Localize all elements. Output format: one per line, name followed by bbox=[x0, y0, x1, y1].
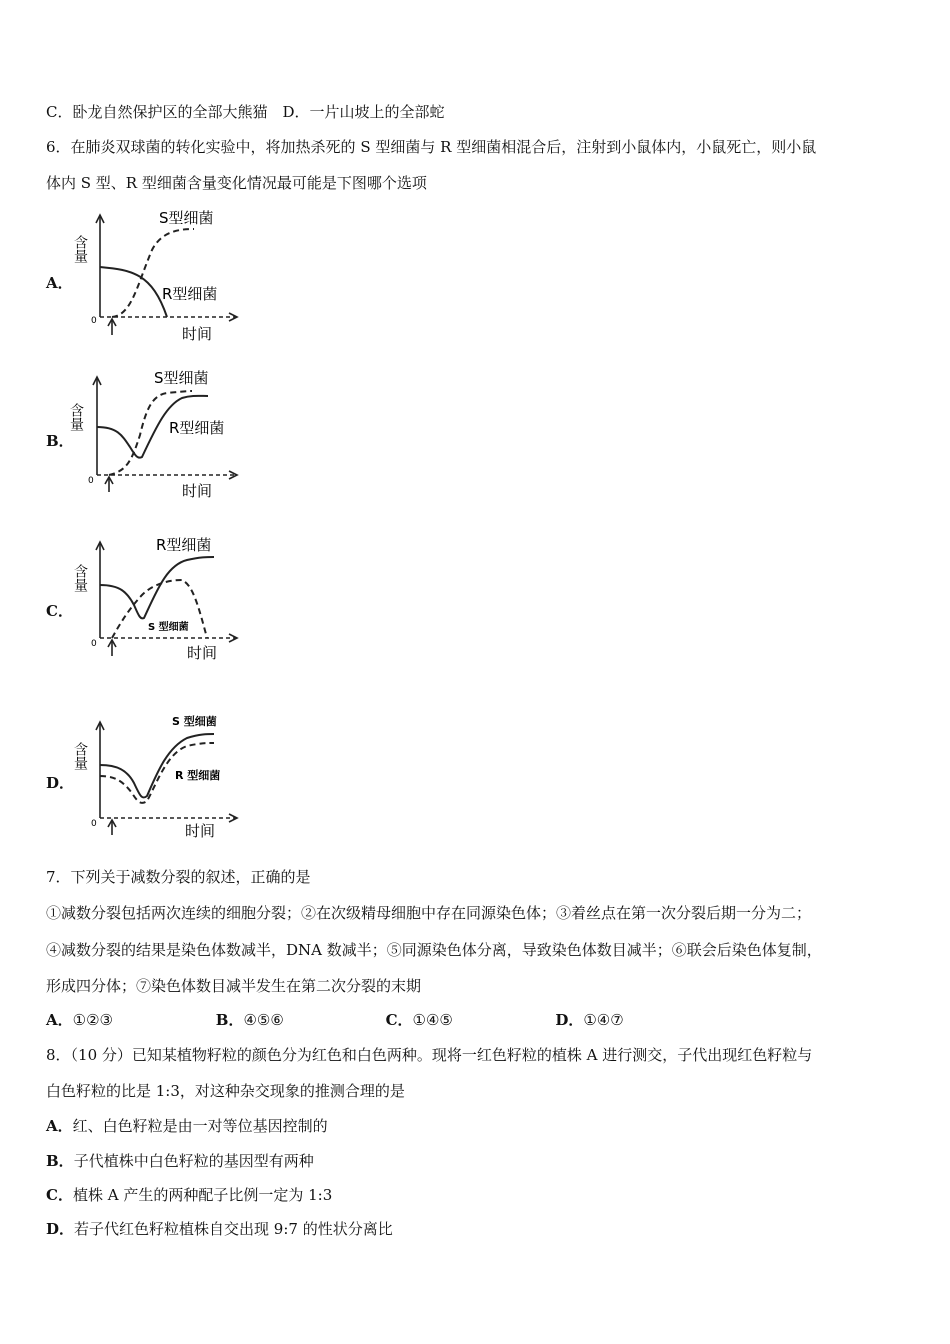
svg-text:R 型细菌: R 型细菌 bbox=[175, 769, 221, 782]
q6-option-b-label[interactable]: B． bbox=[46, 432, 74, 450]
q6-option-d-graph bbox=[72, 708, 262, 852]
q6-option-b-graph bbox=[68, 365, 262, 509]
y-axis bbox=[96, 215, 104, 317]
q8-stem-line1: 8．（10 分）已知某植物籽粒的颜色分为红色和白色两种。现将一红色籽粒的植株 A 进行测交，子代出现红色籽粒与 bbox=[46, 1046, 813, 1064]
svg-text:S 型细菌: S 型细菌 bbox=[148, 622, 189, 633]
svg-text:R型细菌: R型细菌 bbox=[156, 536, 212, 554]
q8-stem-line2: 白色籽粒的比是 1:3，对这种杂交现象的推测合理的是 bbox=[46, 1082, 405, 1100]
dashed-label: S型细菌 bbox=[159, 209, 214, 227]
svg-text:0: 0 bbox=[88, 476, 94, 486]
q6-stem-line2: 体内 S 型、R 型细菌含量变化情况最可能是下图哪个选项 bbox=[46, 174, 427, 192]
r-curve bbox=[100, 267, 167, 317]
q8-option-a[interactable]: A．红、白色籽粒是由一对等位基因控制的 bbox=[46, 1117, 328, 1135]
x-axis bbox=[100, 313, 237, 321]
q7-option-b[interactable]: B．④⑤⑥ bbox=[215, 1011, 284, 1029]
svg-text:0: 0 bbox=[91, 819, 97, 829]
q7-body-line2: ④减数分裂的结果是染色体数减半，DNA 数减半；⑤同源染色体分离，导致染色体数目减半；⑥联会后染色体复制， bbox=[46, 941, 822, 959]
svg-text:S型细菌: S型细菌 bbox=[154, 369, 209, 387]
q6-option-a-label[interactable]: A． bbox=[46, 274, 73, 292]
x-label: 时间 bbox=[182, 325, 213, 343]
q7-option-d[interactable]: D．①④⑦ bbox=[555, 1011, 624, 1029]
q7-option-c[interactable]: C．①④⑤ bbox=[385, 1011, 453, 1029]
svg-text:时间: 时间 bbox=[185, 822, 216, 840]
q6-option-c-label[interactable]: C． bbox=[46, 602, 73, 620]
q7-stem: 7．下列关于减数分裂的叙述，正确的是 bbox=[46, 868, 311, 886]
svg-text:S 型细菌: S 型细菌 bbox=[172, 715, 217, 728]
svg-text:含量: 含量 bbox=[68, 403, 84, 431]
svg-text:R型细菌: R型细菌 bbox=[169, 419, 225, 437]
q6-option-a-graph bbox=[72, 205, 262, 349]
origin-label: 0 bbox=[91, 316, 97, 326]
svg-text:含量: 含量 bbox=[72, 564, 88, 592]
q7-options-row bbox=[46, 1010, 624, 1030]
q7-body-line1: ①减数分裂包括两次连续的细胞分裂；②在次级精母细胞中存在同源染色体；③着丝点在第一次分裂后期一分为二； bbox=[46, 904, 812, 922]
svg-text:时间: 时间 bbox=[182, 482, 213, 500]
q7-option-a[interactable]: A．①②③ bbox=[46, 1011, 113, 1029]
svg-text:时间: 时间 bbox=[187, 644, 218, 662]
q8-option-c[interactable]: C．植株 A 产生的两种配子比例一定为 1:3 bbox=[46, 1186, 333, 1204]
injection-arrow bbox=[108, 319, 116, 335]
solid-label: R型细菌 bbox=[162, 285, 218, 303]
q6-stem-line1: 6．在肺炎双球菌的转化实验中，将加热杀死的 S 型细菌与 R 型细菌相混合后，注射到小鼠体内，小鼠死亡，则小鼠 bbox=[46, 138, 817, 156]
previous-question-options: C．卧龙自然保护区的全部大熊猫 D．一片山坡上的全部蛇 bbox=[46, 103, 445, 121]
q8-option-b[interactable]: B．子代植株中白色籽粒的基因型有两种 bbox=[46, 1152, 314, 1170]
svg-text:0: 0 bbox=[91, 639, 97, 649]
q6-option-c-graph bbox=[72, 530, 262, 674]
q7-body-line3: 形成四分体；⑦染色体数目减半发生在第二次分裂的末期 bbox=[46, 977, 422, 995]
q8-option-d[interactable]: D．若子代红色籽粒植株自交出现 9:7 的性状分离比 bbox=[46, 1220, 393, 1238]
y-label: 含量 bbox=[72, 235, 88, 263]
s-curve bbox=[112, 229, 194, 317]
q6-option-d-label[interactable]: D． bbox=[46, 774, 75, 792]
svg-text:含量: 含量 bbox=[72, 742, 88, 770]
